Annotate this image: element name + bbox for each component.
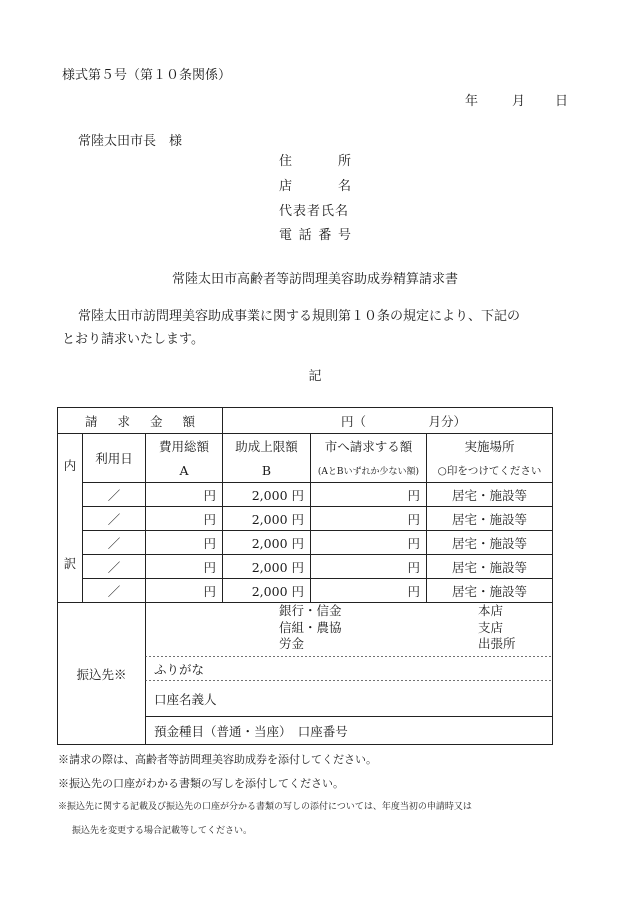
- body-text-line2: とおり請求いたします。: [62, 332, 204, 347]
- row-place[interactable]: 居宅・施設等: [451, 487, 527, 503]
- row-claim[interactable]: 円: [407, 535, 420, 551]
- col-header-place-sub: ○印をつけてください: [437, 464, 542, 477]
- row-claim[interactable]: 円: [407, 487, 420, 503]
- bank-type-options[interactable]: 銀行・信金 信組・農協 労金: [279, 603, 342, 651]
- phone-label: 電 話 番 号: [279, 228, 351, 243]
- account-holder-field[interactable]: 口座名義人: [154, 691, 217, 707]
- note-3: ※振込先に関する記載及び振込先の口座が分かる書類の写しの添付については、年度当初の申請時又は: [58, 802, 472, 812]
- note-2: ※振込先の口座がわかる書類の写しを添付してください。: [58, 777, 344, 790]
- furigana-field[interactable]: ふりがな: [154, 661, 205, 677]
- date-month: 月: [512, 94, 526, 109]
- row-limit: 2,000 円: [251, 487, 304, 503]
- row-place[interactable]: 居宅・施設等: [451, 511, 527, 527]
- row-limit: 2,000 円: [251, 583, 304, 599]
- col-header-limit: 助成上限額: [235, 439, 298, 454]
- form-number: 様式第５号（第１０条関係）: [62, 68, 232, 83]
- breakdown-label-bottom: 訳: [63, 556, 77, 571]
- row-date[interactable]: ／: [107, 583, 121, 599]
- row-place[interactable]: 居宅・施設等: [451, 583, 527, 599]
- col-header-total-sub: A: [179, 462, 189, 478]
- col-header-place: 実施場所: [464, 439, 515, 454]
- ki-label: 記: [308, 369, 322, 384]
- row-date[interactable]: ／: [107, 487, 121, 503]
- row-place[interactable]: 居宅・施設等: [451, 559, 527, 575]
- row-date[interactable]: ／: [107, 535, 121, 551]
- addressee: 常陸太田市長 様: [78, 134, 183, 149]
- col-header-total: 費用総額: [158, 439, 209, 454]
- claim-amount-label: 請 求 金 額: [85, 413, 195, 429]
- row-total[interactable]: 円: [203, 559, 216, 575]
- row-date[interactable]: ／: [107, 511, 121, 527]
- row-claim[interactable]: 円: [407, 583, 420, 599]
- breakdown-label-top: 内: [63, 458, 77, 473]
- body-text-line1: 常陸太田市訪問理美容助成事業に関する規則第１０条の規定により、下記の: [78, 309, 521, 324]
- col-header-claim: 市へ請求する額: [324, 439, 413, 454]
- col-header-limit-sub: B: [261, 462, 272, 478]
- shop-name-label: 店 名: [279, 179, 351, 194]
- row-total[interactable]: 円: [203, 583, 216, 599]
- row-claim[interactable]: 円: [407, 559, 420, 575]
- note-1: ※請求の際は、高齢者等訪問理美容助成券を添付してください。: [58, 753, 377, 766]
- transfer-label: 振込先※: [76, 666, 127, 682]
- col-header-claim-sub: (AとBいずれか少ない額): [317, 466, 420, 477]
- note-3-continued: 振込先を変更する場合記載等してください。: [72, 826, 253, 836]
- representative-label: 代表者氏名: [279, 204, 350, 219]
- row-limit: 2,000 円: [251, 511, 304, 527]
- row-total[interactable]: 円: [203, 511, 216, 527]
- col-header-date: 利用日: [95, 451, 133, 466]
- row-total[interactable]: 円: [203, 487, 216, 503]
- row-limit: 2,000 円: [251, 535, 304, 551]
- document-title: 常陸太田市高齢者等訪問理美容助成券精算請求書: [171, 272, 458, 287]
- deposit-type-field[interactable]: 預金種目（普通・当座） 口座番号: [154, 723, 348, 739]
- row-claim[interactable]: 円: [407, 511, 420, 527]
- date-year: 年: [465, 94, 479, 109]
- branch-type-options[interactable]: 本店 支店 出張所: [478, 603, 516, 651]
- row-date[interactable]: ／: [107, 559, 121, 575]
- date-day: 日: [555, 94, 569, 109]
- row-place[interactable]: 居宅・施設等: [451, 535, 527, 551]
- row-limit: 2,000 円: [251, 559, 304, 575]
- row-total[interactable]: 円: [203, 535, 216, 551]
- address-label: 住 所: [279, 154, 351, 169]
- claim-amount-value[interactable]: 円（ 月分）: [341, 413, 467, 429]
